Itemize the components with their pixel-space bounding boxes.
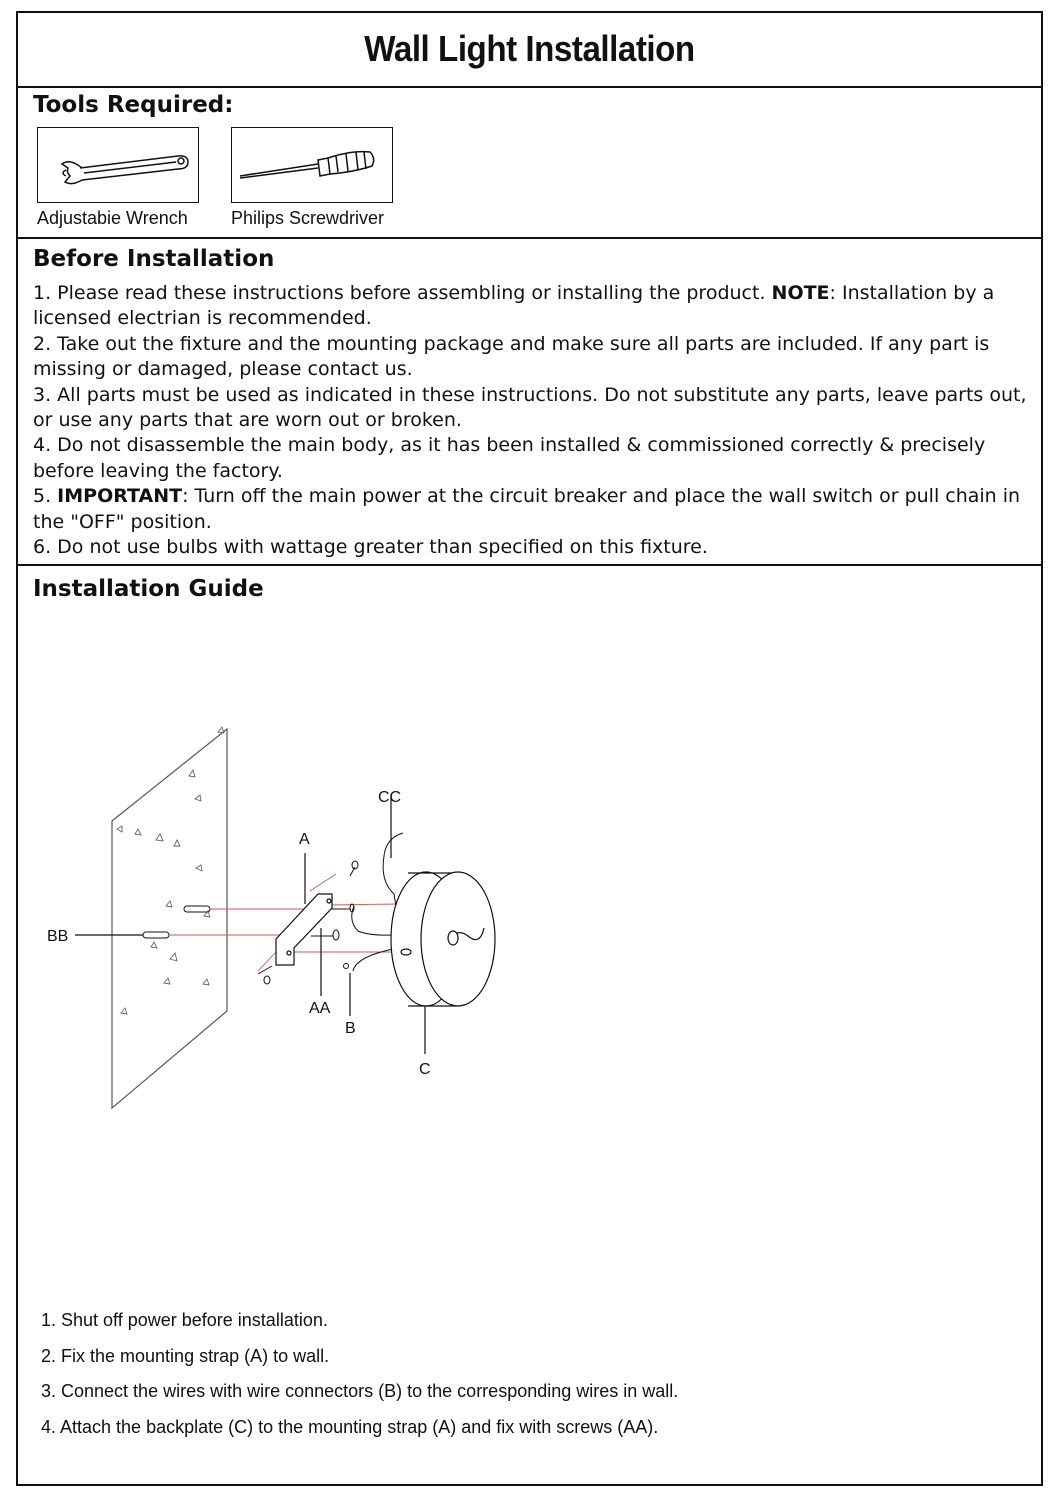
- instruction-sheet: [16, 11, 1043, 1486]
- tools-heading: Tools Required:: [33, 92, 234, 118]
- tool-screwdriver: [231, 127, 393, 229]
- before-list: [33, 281, 1027, 560]
- tool-label: Philips Screwdriver: [231, 208, 385, 228]
- tool-label: Adjustabie Wrench: [37, 208, 188, 228]
- before-item: [33, 535, 1027, 560]
- wall-anchor-bb: [143, 906, 210, 938]
- item-text: 6. Do not use bulbs with wattage greater than specified on this fixture.: [33, 536, 708, 559]
- step-item: 3. Connect the wires with wire connectors (B) to the corresponding wires in wall.: [41, 1381, 679, 1401]
- label-a: A: [299, 831, 310, 848]
- item-text: : Installation by a licensed electrian is recommended.: [33, 282, 995, 330]
- item-text: 3. All parts must be used as indicated in these instructions. Do not substitute any parts, leave parts out, or use any parts that are worn out or broken.: [33, 383, 1027, 432]
- step-item: 1. Shut off power before installation.: [41, 1310, 328, 1330]
- before-item: [33, 484, 1027, 535]
- step-item: 2. Fix the mounting strap (A) to wall.: [41, 1345, 330, 1366]
- installation-steps: [41, 1310, 678, 1452]
- wrench-icon: [37, 127, 199, 203]
- item-text: 4. Do not disassemble the main body, as it has been installed & commissioned correctly & precisely before leaving the factory.: [33, 434, 986, 482]
- item-text: 5.: [33, 485, 58, 508]
- before-item: [33, 281, 1027, 332]
- note-bold: NOTE: [771, 282, 830, 304]
- before-item: [33, 383, 1027, 434]
- wall-texture: [117, 727, 224, 1014]
- page-title: Wall Light Installation: [364, 28, 695, 69]
- backplate: [391, 872, 495, 1006]
- installation-guide-section: [18, 566, 1041, 1484]
- wall-panel: [112, 729, 227, 1108]
- before-item: [33, 332, 1027, 383]
- step-item: 4. Attach the backplate (C) to the mounting strap (A) and fix with screws (AA).: [41, 1416, 659, 1437]
- tools-section: [18, 88, 1041, 239]
- title-section: [18, 13, 1041, 88]
- before-item: [33, 433, 1027, 484]
- label-bb: BB: [47, 928, 69, 945]
- label-b: B: [345, 1020, 356, 1037]
- before-installation-section: [18, 239, 1041, 566]
- tool-wrench: [37, 127, 199, 229]
- item-text: 1. Please read these instructions before assembling or installing the product.: [33, 282, 772, 304]
- item-text: 2. Take out the fixture and the mounting package and make sure all parts are included. If any part is missing or damaged, please contact us.: [33, 332, 990, 381]
- mounting-strap: [276, 894, 332, 965]
- label-cc: CC: [378, 789, 402, 806]
- label-aa: AA: [309, 1000, 331, 1017]
- screwdriver-icon: [231, 127, 393, 203]
- before-heading: Before Installation: [33, 246, 275, 272]
- item-text: : Turn off the main power at the circuit breaker and place the wall switch or pull chain in the "OFF" position.: [33, 485, 1021, 533]
- installation-diagram: [18, 716, 538, 1136]
- guide-heading: Installation Guide: [33, 576, 264, 602]
- leader-lines: [75, 797, 425, 1054]
- important-bold: IMPORTANT: [57, 485, 183, 508]
- label-c: C: [419, 1061, 431, 1078]
